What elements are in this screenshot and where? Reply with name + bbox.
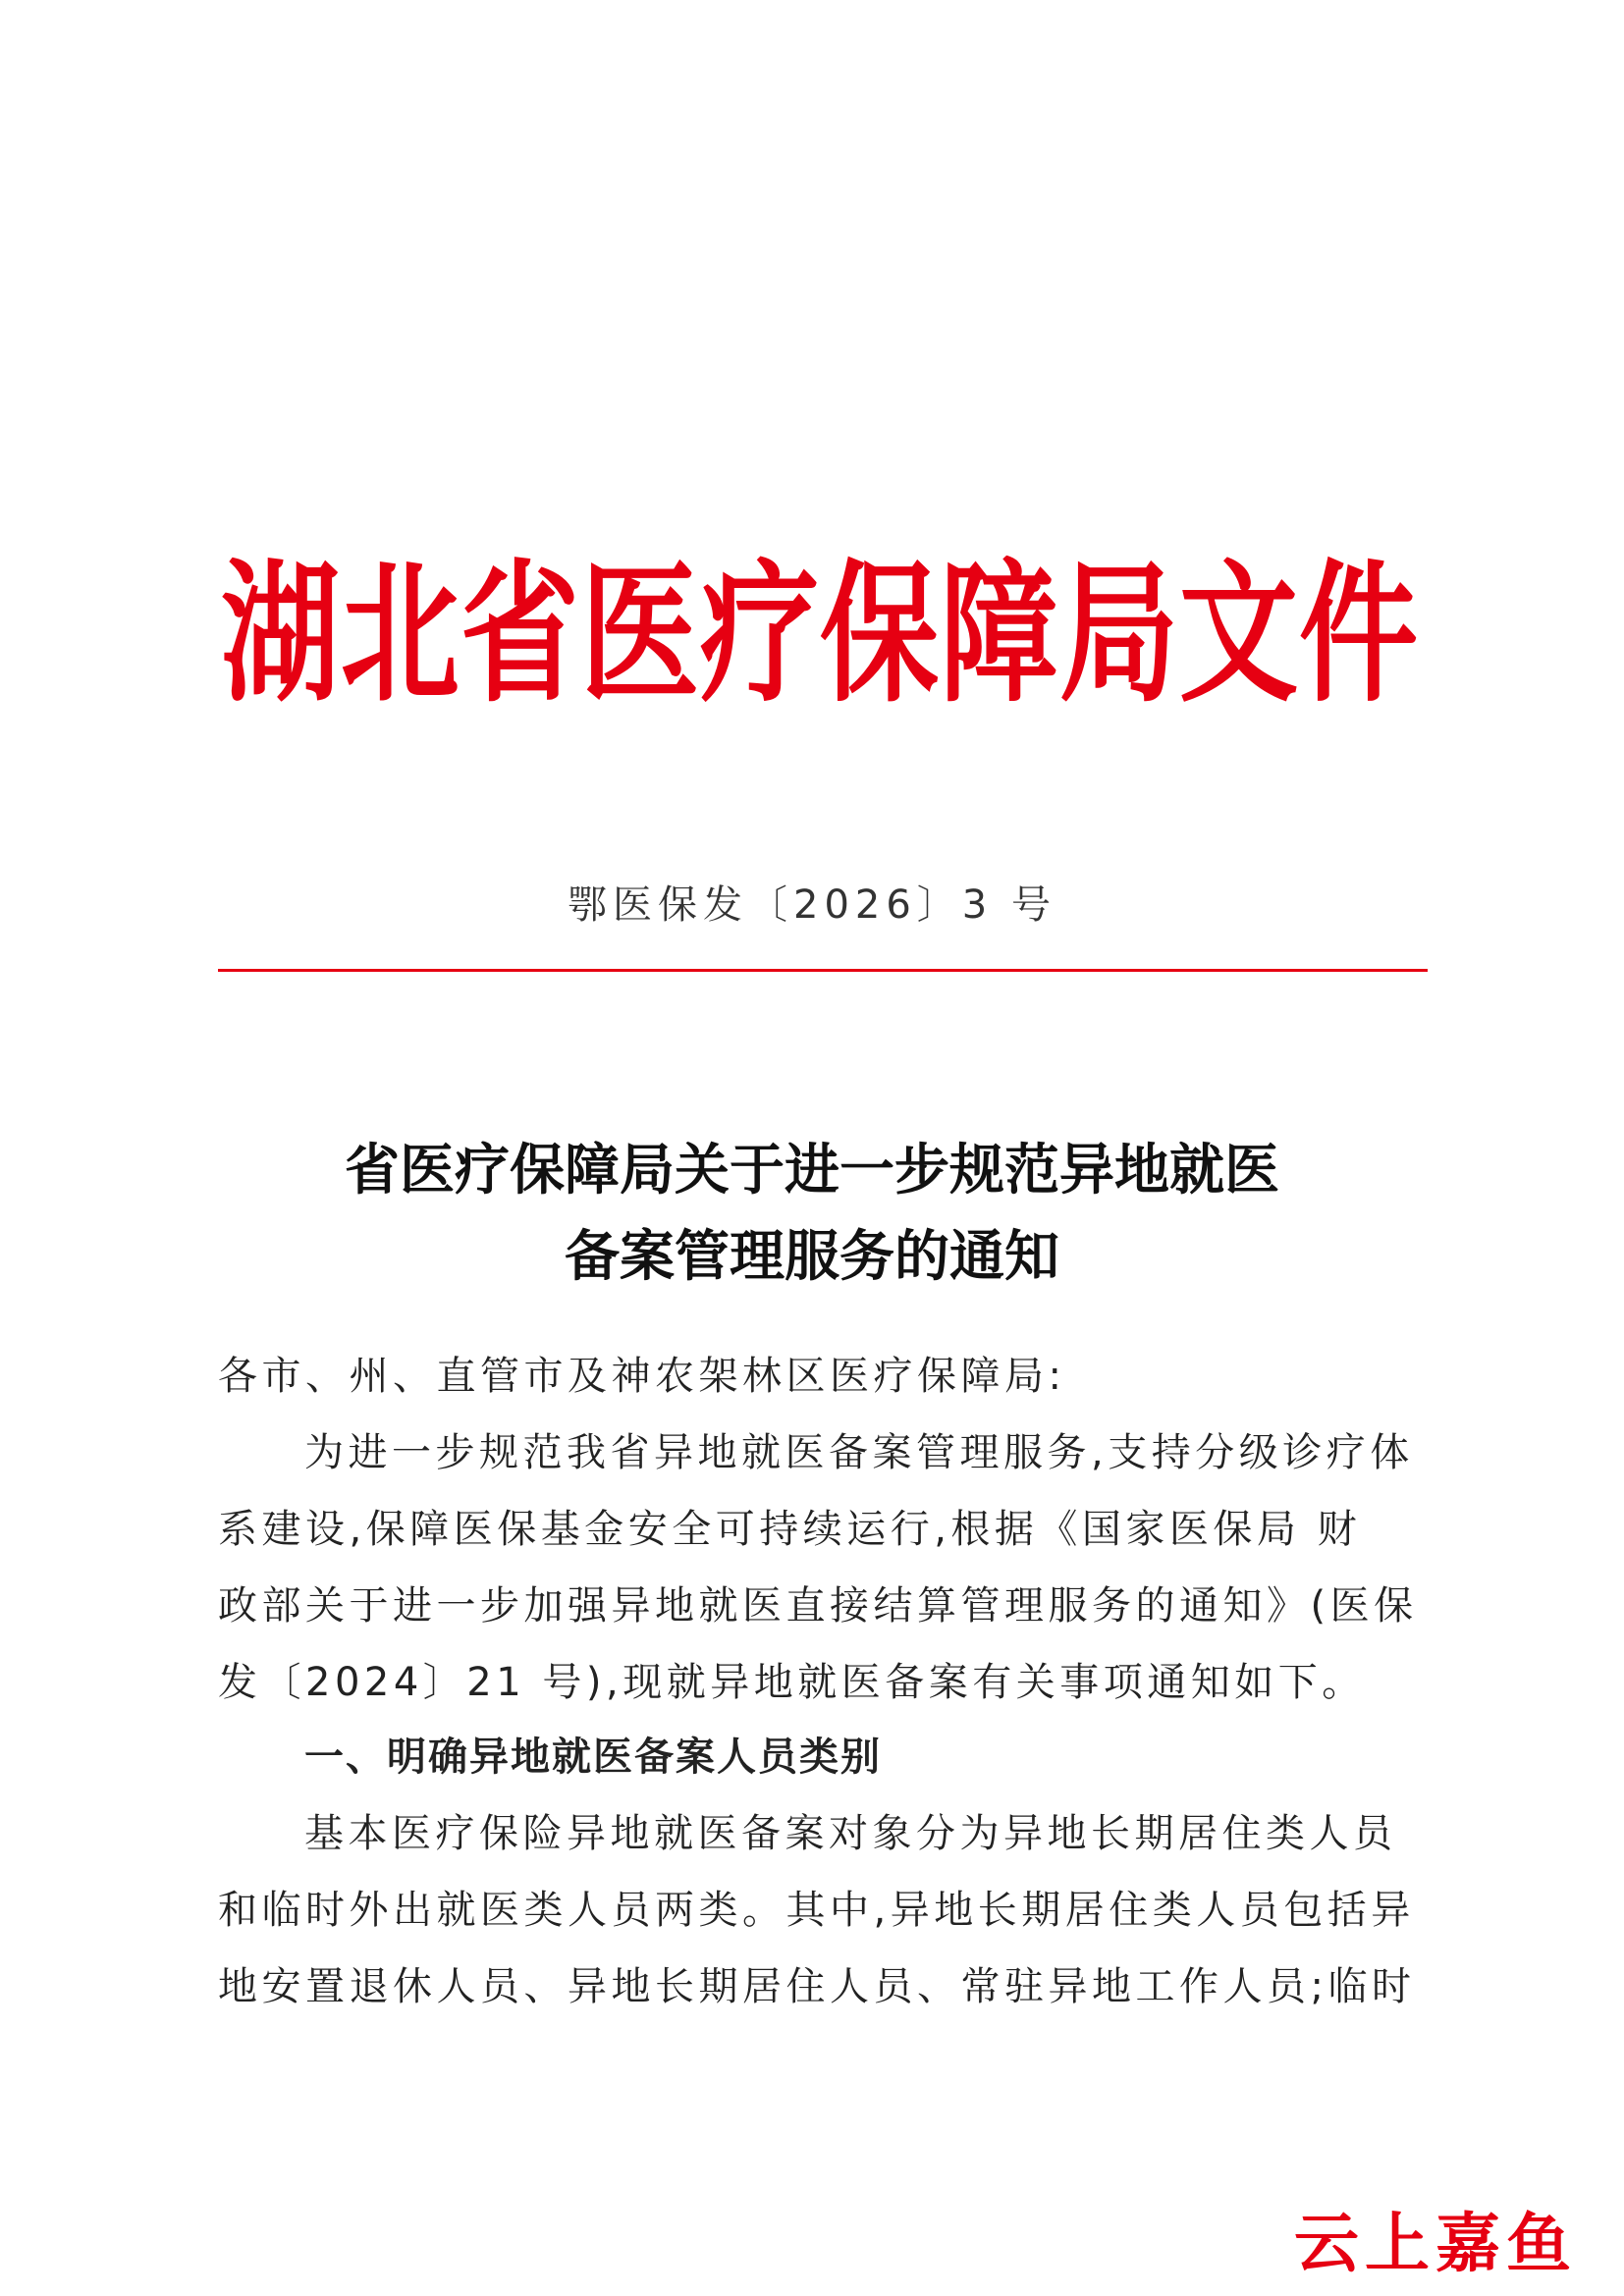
paragraph-2-line-3: 地安置退休人员、异地长期居住人员、常驻异地工作人员;临时 (218, 1964, 1416, 2009)
paragraph-1-line-2: 系建设,保障医保基金安全可持续运行,根据《国家医保局 财 (218, 1507, 1362, 1552)
paragraph-1-line-1: 为进一步规范我省异地就医备案管理服务,支持分级诊疗体 (304, 1430, 1414, 1475)
paragraph-1-line-3: 政部关于进一步加强异地就医直接结算管理服务的通知》(医保 (218, 1583, 1418, 1629)
masthead-title: 湖北省医疗保障局文件 (221, 543, 1420, 723)
document-number: 鄂医保发〔2026〕3 号 (568, 882, 1056, 928)
salutation: 各市、州、直管市及神农架林区医疗保障局: (218, 1354, 1066, 1399)
watermark-logo: 云上嘉鱼 (1294, 2205, 1577, 2281)
paragraph-2-line-1: 基本医疗保险异地就医备案对象分为异地长期居住类人员 (304, 1811, 1397, 1856)
notice-title-line-1: 省医疗保障局关于进一步规范异地就医 (345, 1138, 1279, 1202)
section-1-heading: 一、明确异地就医备案人员类别 (304, 1735, 882, 1780)
red-divider-line (218, 969, 1428, 972)
paragraph-2-line-2: 和临时外出就医类人员两类。其中,异地长期居住类人员包括异 (218, 1888, 1415, 1933)
paragraph-1-line-4: 发〔2024〕21 号),现就异地就医备案有关事项通知如下。 (218, 1660, 1366, 1705)
notice-title-line-2: 备案管理服务的通知 (565, 1224, 1059, 1289)
